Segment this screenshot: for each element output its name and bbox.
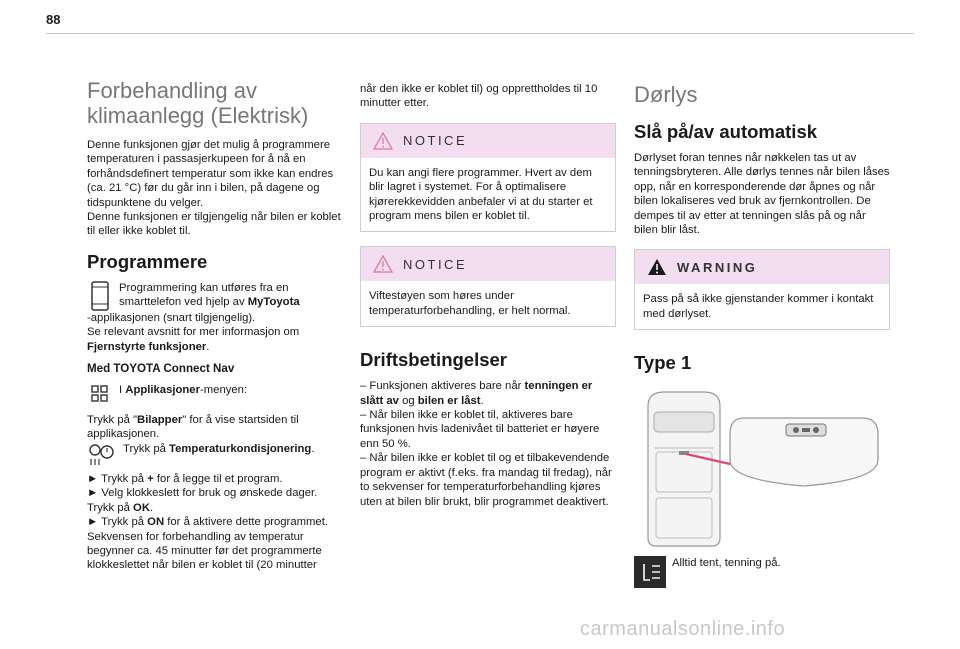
programmere-text-b: -applikasjonen (snart tilgjengelig).: [87, 311, 256, 324]
step1-b: for å legge til et program.: [153, 472, 283, 485]
see-text: Se relevant avsnitt for mer informasjon om: [87, 326, 300, 339]
step1-a: ► Trykk på: [87, 472, 148, 485]
smartphone-icon: [87, 281, 113, 311]
condition-1: [360, 379, 616, 408]
column-2: [360, 82, 616, 509]
ok-label: OK: [133, 501, 150, 514]
climate-control-icon: [87, 442, 117, 466]
step3-b: for å aktivere dette programmet.: [164, 516, 328, 529]
car-diagram: [634, 388, 890, 548]
notice-triangle-icon: [373, 132, 393, 150]
step-1: [87, 472, 343, 486]
heading-sla-pa-av: Slå på/av automatisk: [634, 121, 818, 142]
heading-toyota-connect: Med TOYOTA Connect Nav: [87, 362, 235, 376]
app-menu-text-b: -menyen:: [200, 384, 248, 397]
apps-grid-icon: [87, 381, 113, 407]
top-divider: [46, 33, 914, 34]
ok-line: [87, 501, 343, 515]
page-number: 88: [46, 12, 61, 27]
temp-text-b: .: [311, 442, 315, 455]
notice-triangle-icon: [373, 255, 393, 273]
section-title-forbehandling: Forbehandling av klimaanlegg (Elektrisk): [87, 78, 309, 128]
step-2: ► Velg klokkeslett for bruk og ønskede dager.: [87, 487, 318, 500]
apps-row: [87, 381, 343, 407]
heading-driftsbetingelser: Driftsbetingelser: [360, 349, 508, 371]
app-menu-text-a: I: [119, 384, 126, 397]
notice-box-2: [360, 246, 616, 327]
d1-a: – Funksjonen aktiveres bare når: [360, 380, 525, 393]
notice-2-label: NOTICE: [403, 256, 468, 272]
plus-label: +: [147, 472, 154, 485]
see-link-fjernstyrte: Fjernstyrte funksjoner: [87, 340, 207, 353]
intro-text-2: Denne funksjonen er tilgjengelig når bilen er koblet til eller ikke koblet til.: [87, 211, 341, 238]
column-1: [87, 78, 343, 573]
car-interior-illustration: [634, 388, 890, 548]
bilapper-text-b: " for å vise startsiden til applikasjonen.: [87, 414, 299, 441]
condition-2: – Når bilen ikke er koblet til, aktiveres bare funksjonen hvis ladenivået til batteriet er høyere enn 50 %.: [360, 409, 600, 450]
on-label: ON: [147, 516, 165, 529]
d1-mid: og: [398, 394, 418, 407]
step3-a: ► Trykk på: [87, 516, 148, 529]
continued-text: når den ikke er koblet til) og opprettholdes til 10 minutter etter.: [360, 83, 598, 110]
d1-bold-2: bilen er låst: [417, 394, 481, 407]
bilapper-text-a: Trykk på ": [87, 414, 138, 427]
temp-row: [87, 442, 343, 466]
ok-a: Trykk på: [87, 501, 134, 514]
sequence-text: Sekvensen for forbehandling av temperatur begynner ca. 45 minutter før det programmerte klokkeslettet når bilen er koblet til (20 minutter: [87, 530, 322, 572]
ok-b: .: [150, 501, 154, 514]
intro-text: Denne funksjonen gjør det mulig å programmere temperaturen i passasjerkupeen for å nå en forhåndsdefinert temperatur som ikke kan endres (ca. 21 °C) før du går inn i bilen, på dagene og tidspunktene du velger.: [87, 139, 334, 209]
interior-light-icon: [634, 556, 666, 588]
smartphone-row: [87, 281, 343, 311]
watermark: carmanualsonline.info: [580, 618, 786, 640]
see-end: .: [206, 340, 210, 353]
condition-3: – Når bilen ikke er koblet til og et tilbakevendende program er aktivt (f.eks. fra mandag til fredag), når to sekvenser for temperaturforbehandling kjøres uten at bilen blir brukt, blir programmet deaktivert.: [360, 452, 612, 508]
warning-triangle-icon: [647, 258, 667, 276]
warning-label: WARNING: [677, 259, 758, 275]
programmere-text-a: Programmering kan utføres fra en smarttelefon ved hjelp av: [119, 281, 289, 309]
warning-box: [634, 249, 890, 330]
step-3: [87, 515, 343, 529]
notice-1-label: NOTICE: [403, 133, 468, 149]
section-title-dorlys: Dørlys: [634, 82, 698, 107]
heading-programmere: Programmere: [87, 250, 208, 272]
temp-text-a: Trykk på: [123, 442, 170, 455]
warning-body: Pass på så ikke gjenstander kommer i kontakt med dørlyset.: [643, 293, 874, 320]
applikasjoner-menu: Applikasjoner: [125, 384, 200, 397]
temperaturkondisjonering-label: Temperaturkondisjonering: [169, 442, 312, 455]
mytoyota-app: MyToyota: [247, 296, 300, 309]
heading-type-1: Type 1: [634, 352, 692, 374]
d1-bold-1: tenningen er slått av: [360, 380, 593, 407]
notice-box-1: [360, 123, 616, 233]
notice-1-body: Du kan angi flere programmer. Hvert av dem blir lagret i systemet. For å optimalisere kjørerekkevidden anbefaler vi at du starter et program mens bilen er koblet til.: [369, 166, 593, 223]
alltid-tent-text: Alltid tent, tenning på.: [672, 557, 781, 570]
column-3: [634, 82, 890, 588]
notice-2-body: Viftestøyen som høres under temperaturforbehandling, er helt normal.: [369, 290, 571, 317]
auto-text: Dørlyset foran tennes når nøkkelen tas ut av tenningsbryteren. Alle dørlys tennes når bilen låses opp, når en korresponderende dør åpnes og når bilen lokaliseres ved bruk av fjernkontrollen. De dempes til av etter at tenningen slås på og når bilen blir låst.: [634, 152, 890, 237]
d1-b: .: [480, 394, 484, 407]
bilapper-label: Bilapper: [137, 414, 183, 427]
type-1-row: [634, 556, 890, 588]
